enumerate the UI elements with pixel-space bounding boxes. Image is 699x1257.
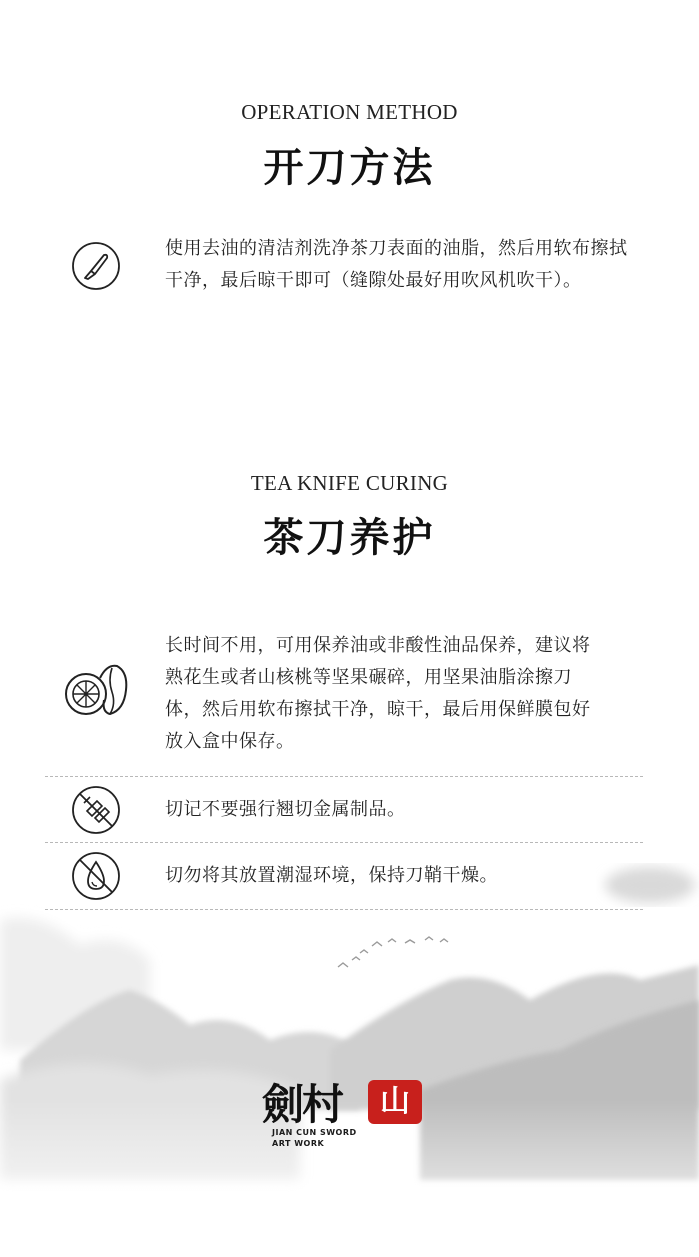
text-line: 体，然后用软布擦拭干净，晾干，最后用保鲜膜包好 [165, 699, 591, 720]
seal-character: 山 [380, 1084, 410, 1119]
birds-flock [338, 937, 448, 967]
brand-subtitle-line1: JIAN CUN SWORD [272, 1128, 357, 1137]
no-moisture-icon [71, 851, 121, 901]
text-line: 长时间不用，可用保养油或非酸性油品保养，建议将 [165, 635, 591, 656]
no-cut-metal-icon [71, 785, 121, 835]
walnut-icon [62, 660, 130, 720]
divider [45, 909, 643, 910]
section1-description [165, 233, 645, 297]
section1-english-title: OPERATION METHOD [241, 100, 458, 124]
brand-name: 劍村 [262, 1080, 343, 1129]
knife-icon [71, 241, 121, 291]
text-line: 干净，最后晾干即可（缝隙处最好用吹风机吹干）。 [165, 270, 582, 291]
section2-english-title: TEA KNIFE CURING [250, 471, 449, 495]
no-moisture-warning: 切勿将其放置潮湿环境，保持刀鞘干燥。 [165, 865, 498, 886]
section2-chinese-title: 茶刀养护 [263, 514, 436, 561]
text-line: 熟花生或者山核桃等坚果碾碎，用坚果油脂涂擦刀 [165, 667, 572, 688]
section1-chinese-title: 开刀方法 [263, 144, 436, 191]
brand-seal [368, 1080, 422, 1124]
text-line: 使用去油的清洁剂洗净茶刀表面的油脂，然后用软布擦拭 [165, 238, 628, 259]
walnut-curing-description [165, 630, 645, 758]
divider [45, 776, 643, 777]
brand-subtitle-line2: ART WORK [272, 1139, 325, 1148]
divider [45, 842, 643, 843]
text-line: 放入盒中保存。 [165, 731, 295, 752]
no-cut-metal-warning: 切记不要强行翘切金属制品。 [165, 799, 406, 820]
ink-mountain-background [0, 850, 699, 1257]
